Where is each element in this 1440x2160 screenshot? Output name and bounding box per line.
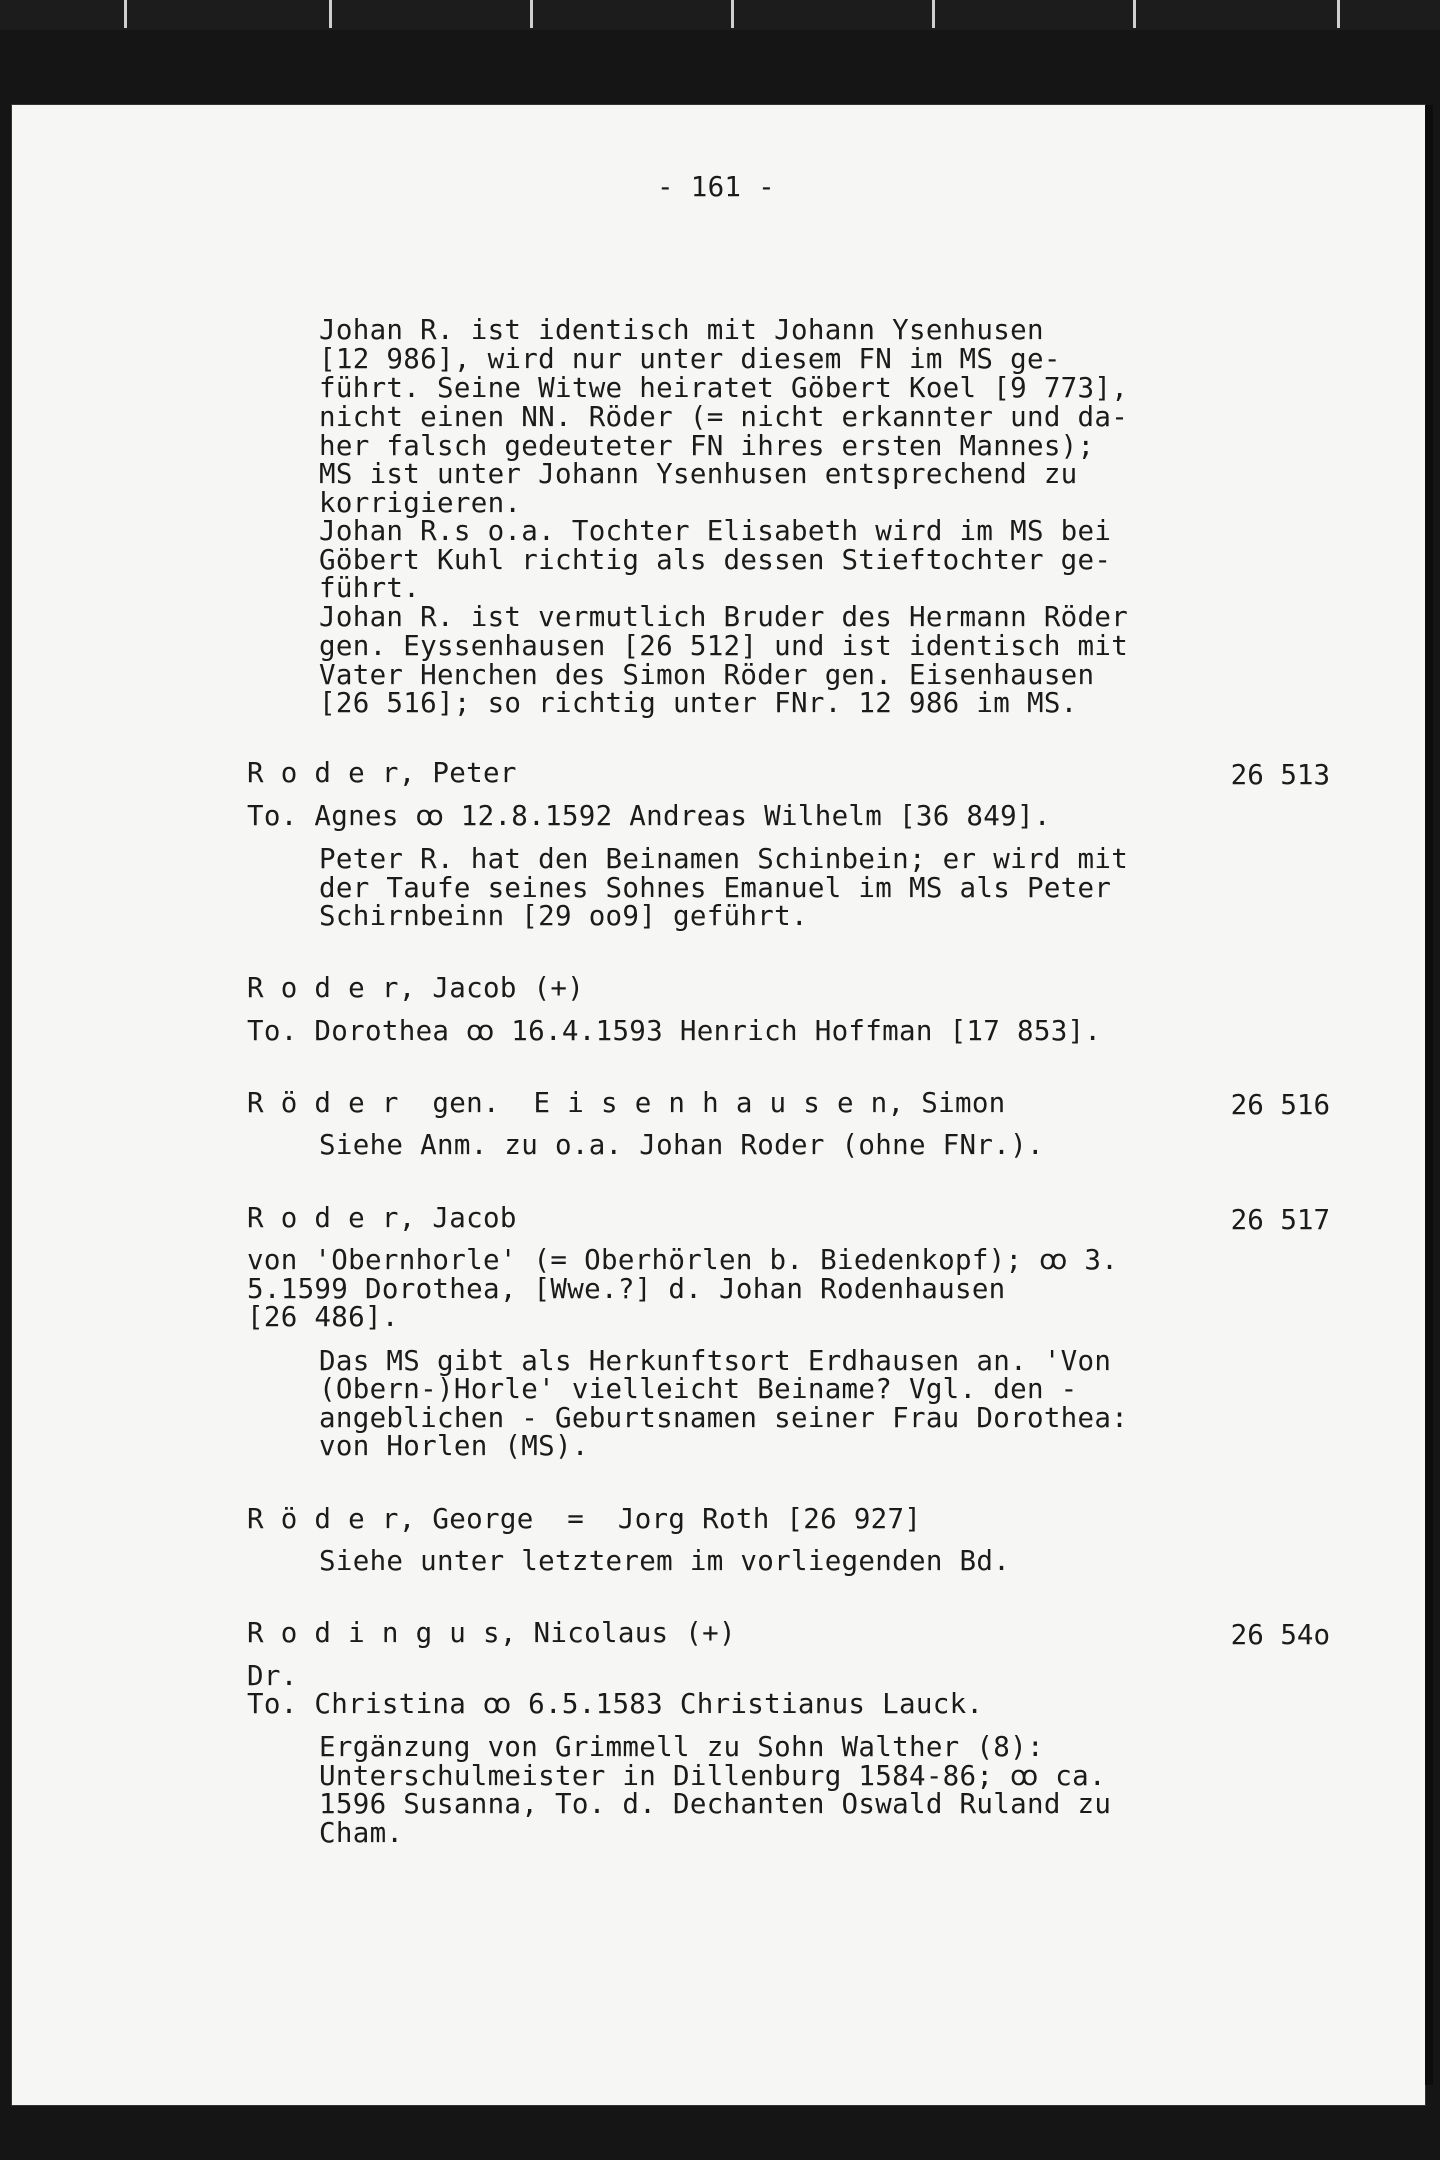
entry-note-line: Peter R. hat den Beinamen Schinbein; er wird mit — [319, 843, 1129, 875]
entry-note-line: Das MS gibt als Herkunftsort Erdhausen an. 'Von — [319, 1345, 1112, 1377]
intro-line: Johan R. ist identisch mit Johann Ysenhusen — [319, 314, 1044, 346]
entry-number: 26 54o — [1230, 1619, 1330, 1651]
intro-line: nicht einen NN. Röder (= nicht erkannter und da- — [319, 401, 1129, 433]
entry-line: 5.1599 Dorothea, [Wwe.?] d. Johan Rodenhausen — [247, 1273, 1006, 1305]
entry-note-line: 1596 Susanna, To. d. Dechanten Oswald Ruland zu — [319, 1788, 1112, 1820]
intro-line: Göbert Kuhl richtig als dessen Stieftochter ge- — [319, 544, 1112, 576]
intro-line: Vater Henchen des Simon Röder gen. Eisenhausen — [319, 659, 1095, 691]
entry-note-line: Siehe Anm. zu o.a. Johan Roder (ohne FNr.). — [319, 1129, 1044, 1161]
intro-line: [12 986], wird nur unter diesem FN im MS ge- — [319, 343, 1061, 375]
entry-note-line: von Horlen (MS). — [319, 1430, 589, 1462]
entry-note-line: Unterschulmeister in Dillenburg 1584-86; ꝏ ca. — [319, 1760, 1106, 1792]
intro-line: führt. Seine Witwe heiratet Göbert Koel [9 773], — [319, 372, 1129, 404]
entry-line: To. Agnes ꝏ 12.8.1592 Andreas Wilhelm [36 849]. — [247, 800, 1051, 832]
entry-heading: R ö d e r, George = Jorg Roth [26 927] — [247, 1503, 922, 1535]
entry-line: Dr. — [247, 1660, 298, 1692]
entry-note-line: (Obern-)Horle' vielleicht Beiname? Vgl. den - — [319, 1373, 1078, 1405]
intro-line: gen. Eyssenhausen [26 512] und ist identisch mit — [319, 630, 1129, 662]
intro-line: her falsch gedeuteter FN ihres ersten Mannes); — [319, 430, 1095, 462]
intro-line: Johan R.s o.a. Tochter Elisabeth wird im MS bei — [319, 515, 1112, 547]
entry-note-line: Ergänzung von Grimmell zu Sohn Walther (8): — [319, 1731, 1044, 1763]
entry-heading: R o d i n g u s, Nicolaus (+) — [247, 1617, 736, 1649]
entry-number: 26 517 — [1230, 1204, 1330, 1236]
entry-number: 26 513 — [1230, 759, 1330, 791]
intro-line: MS ist unter Johann Ysenhusen entsprechend zu — [319, 458, 1078, 490]
entry-line: To. Dorothea ꝏ 16.4.1593 Henrich Hoffman [17 853]. — [247, 1015, 1102, 1047]
entry-heading: R ö d e r gen. E i s e n h a u s e n, Simon — [247, 1087, 1006, 1119]
intro-line: [26 516]; so richtig unter FNr. 12 986 im MS. — [319, 687, 1078, 719]
entry-note-line: angeblichen - Geburtsnamen seiner Frau Dorothea: — [319, 1402, 1129, 1434]
intro-line: korrigieren. — [319, 487, 522, 519]
entry-number: 26 516 — [1230, 1089, 1330, 1121]
entry-heading: R o d e r, Peter — [247, 757, 517, 789]
entry-line: To. Christina ꝏ 6.5.1583 Christianus Lauck. — [247, 1688, 984, 1720]
entry-note-line: Siehe unter letzterem im vorliegenden Bd. — [319, 1545, 1011, 1577]
intro-line: Johan R. ist vermutlich Bruder des Hermann Röder — [319, 601, 1129, 633]
entry-heading: R o d e r, Jacob (+) — [247, 972, 585, 1004]
entry-note-line: Cham. — [319, 1817, 404, 1849]
entry-line: [26 486]. — [247, 1301, 399, 1333]
document-page — [12, 105, 1425, 2105]
scanner-ruler — [0, 0, 1440, 30]
intro-line: führt. — [319, 572, 421, 604]
entry-note-line: Schirnbeinn [29 oo9] geführt. — [319, 900, 808, 932]
entry-heading: R o d e r, Jacob — [247, 1202, 517, 1234]
page-number: - 161 - — [657, 171, 775, 203]
entry-line: von 'Obernhorle' (= Oberhörlen b. Biedenkopf); ꝏ 3. — [247, 1244, 1119, 1276]
entry-note-line: der Taufe seines Sohnes Emanuel im MS als Peter — [319, 872, 1112, 904]
